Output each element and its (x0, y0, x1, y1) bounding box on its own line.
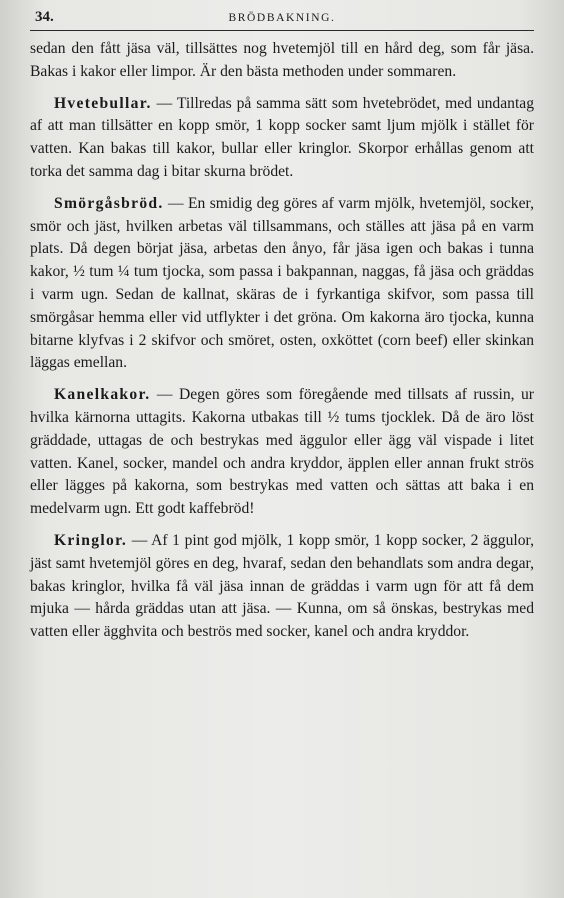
section-smorgasbrod (30, 193, 534, 375)
section-kringlor (30, 530, 534, 644)
intro-paragraph: sedan den fått jäsa väl, tillsättes nog hvetemjöl till en hård deg, som får jäsa. Bakas i kakor eller limpor. Är den bästa methoden under sommaren. (30, 40, 534, 80)
running-head: BRÖDBAKNING. (228, 12, 336, 24)
section-kanelkakor (30, 384, 534, 521)
page-number: 34. (35, 9, 54, 25)
page-body (30, 38, 534, 644)
section-text: — En smidig deg göres af varm mjölk, hvetemjöl, socker, smör och jäst, hvilken arbetas väl tillsammans, och ställes att jäsa på en varm plats. Då degen börjat jäsa, arbetas den ånyo, får jäsa igen och bakas i tunna kakor, ½ tum ¼ tum tjocka, som passa i bakpannan, naggas, få jäsa och gräddas i varm ugn. Sedan de kallnat, skäras de i fyrkantiga skifvor, som passa till smörgåsar hemma eller vid utflykter i det gröna. Om kakorna äro tjocka, kunna bitarne klyfvas i 2 skifvor och smöret, osten, oxköttet (corn beef) eller skinkan läggas emellan. (30, 194, 534, 372)
section-hvetebullar (30, 93, 534, 184)
section-heading: Kringlor. (54, 531, 128, 549)
section-text: — Degen göres som föregående med tillsats af russin, ur hvilka kärnorna uttagits. Kakorna utbakas till ½ tums tjocklek. Då de äro löst gräddade, uttagas de och bestrykas med äggulor eller ägg väl vispade i litet vatten. Kanel, socker, mandel och andra kryddor, äpplen eller annan frukt strös eller lägges på kakorna, som bestrykas med vatten och sättas att baka i en medelvarm ugn. Ett godt kaffebröd! (30, 386, 534, 518)
page-header (30, 8, 534, 31)
section-heading: Kanelkakor. (54, 386, 151, 404)
section-heading: Hvetebullar. (54, 94, 152, 112)
section-text: — Tillredas på samma sätt som hvetebrödet, med undantag af att man tillsätter en kopp smör, 1 kopp socker samt ljum mjölk i stället för vatten. Kan bakas till kakor, bullar eller kringlor. Skorpor erhållas genom att torka det samma dag i bitar skurna brödet. (30, 94, 534, 180)
section-heading: Smörgåsbröd. (54, 194, 164, 212)
section-text: — Af 1 pint god mjölk, 1 kopp smör, 1 kopp socker, 2 äggulor, jäst samt hvetemjöl göres en deg, hvaraf, sedan den behandlats som andra degar, bakas kringlor, hvilka få väl jäsa innan de gräddas i varm ugn för att få dem mjuka — hårda gräddas utan att jäsa. — Kunna, om så önskas, bestrykas med vatten eller ägghvita och beströs med socker, kanel och andra kryddor. (30, 531, 534, 641)
